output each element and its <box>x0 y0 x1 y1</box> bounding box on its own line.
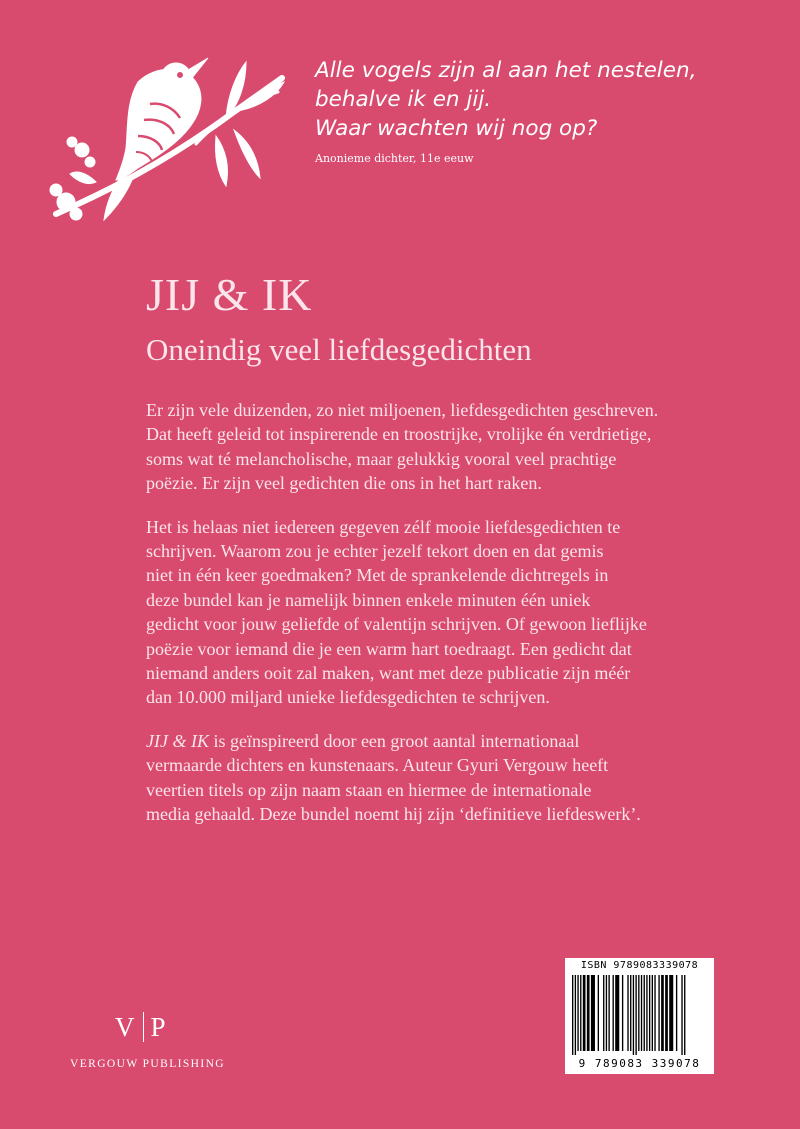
barcode-bar <box>572 975 573 1055</box>
barcode-bar <box>684 975 685 1055</box>
epigraph-line: behalve ik en jij. <box>315 87 492 112</box>
book-title: JIJ & IK <box>146 269 313 320</box>
blurb-line-rest: is geïnspireerd door een groot aantal internationaal <box>208 730 580 751</box>
barcode-bar <box>583 975 586 1051</box>
barcode-bar <box>644 975 645 1051</box>
barcode-bar <box>633 975 634 1055</box>
blurb-line: deze bundel kan je namelijk binnen enkele minuten één uniek <box>146 589 591 610</box>
blurb-line: Er zijn vele duizenden, zo niet miljoenen, liefdesgedichten geschreven. <box>146 400 659 420</box>
isbn-label: ISBN 9789083339078 <box>580 960 699 971</box>
blurb-line: poëzie voor iemand die je een warm hart toedraagt. Een gedicht dat <box>146 638 632 659</box>
barcode-bar <box>658 975 659 1051</box>
barcode-bar <box>613 975 614 1051</box>
barcode-bar <box>665 975 668 1051</box>
barcode-bar <box>635 975 636 1055</box>
isbn-barcode <box>565 958 714 1074</box>
barcode-bar <box>681 975 682 1055</box>
epigraph-author: Anonieme dichter, 11e eeuw <box>315 152 474 165</box>
barcode-bar <box>630 975 631 1051</box>
blurb-line: media gehaald. Deze bundel noemt hij zijn ‘definitieve liefdeswerk’. <box>146 804 641 825</box>
epigraph-line: Alle vogels zijn al aan het nestelen, <box>315 58 697 83</box>
barcode-bar <box>669 975 673 1051</box>
blurb-line: niemand anders ooit zal maken, want met deze publicatie zijn méér <box>146 663 631 684</box>
blurb-paragraph <box>146 398 786 496</box>
blurb-line: schrijven. Waarom zou je echter jezelf tekort doen en dat gemis <box>146 541 604 562</box>
barcode-bar <box>606 975 607 1051</box>
barcode-bar <box>580 975 581 1051</box>
blurb-line: vermaarde dichters en kunstenaars. Auteur Gyuri Vergouw heeft <box>146 755 609 776</box>
epigraph-line: Waar wachten wij nog op? <box>315 116 598 141</box>
barcode-bar <box>608 975 609 1051</box>
barcode-bar <box>575 975 576 1055</box>
logo-divider <box>143 1012 144 1042</box>
barcode-bar <box>591 975 595 1051</box>
book-subtitle: Oneindig veel liefdesgedichten <box>146 332 532 367</box>
barcode-bar <box>641 975 642 1051</box>
blurb-line: niet in één keer goedmaken? Met de sprankelende dichtregels in <box>146 565 609 586</box>
publisher-logo <box>115 1012 167 1043</box>
blurb-line: soms wat té melancholische, maar gelukkig vooral veel prachtige <box>146 448 617 469</box>
barcode-bar <box>654 975 655 1051</box>
blurb-paragraph <box>146 515 786 710</box>
barcode-bar <box>615 975 619 1051</box>
blurb-paragraph <box>146 729 786 827</box>
title-reference: JIJ & IK <box>146 730 209 751</box>
bird-on-branch-icon <box>46 52 286 224</box>
barcode-bar <box>598 975 599 1051</box>
logo-letter-p: P <box>150 1012 167 1042</box>
barcode-bar <box>646 975 647 1051</box>
barcode-bars <box>572 975 707 1055</box>
barcode-bar <box>622 975 623 1051</box>
barcode-bar <box>577 975 578 1051</box>
barcode-bar <box>638 975 639 1051</box>
barcode-bar <box>587 975 590 1051</box>
blurb-line <box>146 729 786 753</box>
barcode-bar <box>649 975 650 1051</box>
barcode-bar <box>603 975 604 1051</box>
blurb <box>146 398 786 846</box>
blurb-line: Het is helaas niet iedereen gegeven zélf mooie liefdesgedichten te <box>146 516 621 537</box>
blurb-line: Dat heeft geleid tot inspirerende en troostrijke, vrolijke én verdrietige, <box>146 424 652 445</box>
blurb-line: gedicht voor jouw geliefde of valentijn schrijven. Of gewoon lieflijke <box>146 614 647 635</box>
epigraph <box>315 56 785 165</box>
publisher-name: VERGOUW PUBLISHING <box>70 1058 226 1070</box>
barcode-bar <box>627 975 628 1051</box>
barcode-bar <box>652 975 653 1051</box>
blurb-line: veertien titels op zijn naam staan en hiermee de internationale <box>146 779 592 800</box>
blurb-line: poëzie. Er zijn veel gedichten die ons in het hart raken. <box>146 473 542 494</box>
blurb-line: dan 10.000 miljard unieke liefdesgedichten te schrijven. <box>146 687 550 708</box>
barcode-bar <box>661 975 664 1051</box>
isbn-digits: 9 789083 339078 <box>578 1057 701 1070</box>
logo-letter-v: V <box>115 1012 136 1042</box>
barcode-bar <box>676 975 677 1051</box>
